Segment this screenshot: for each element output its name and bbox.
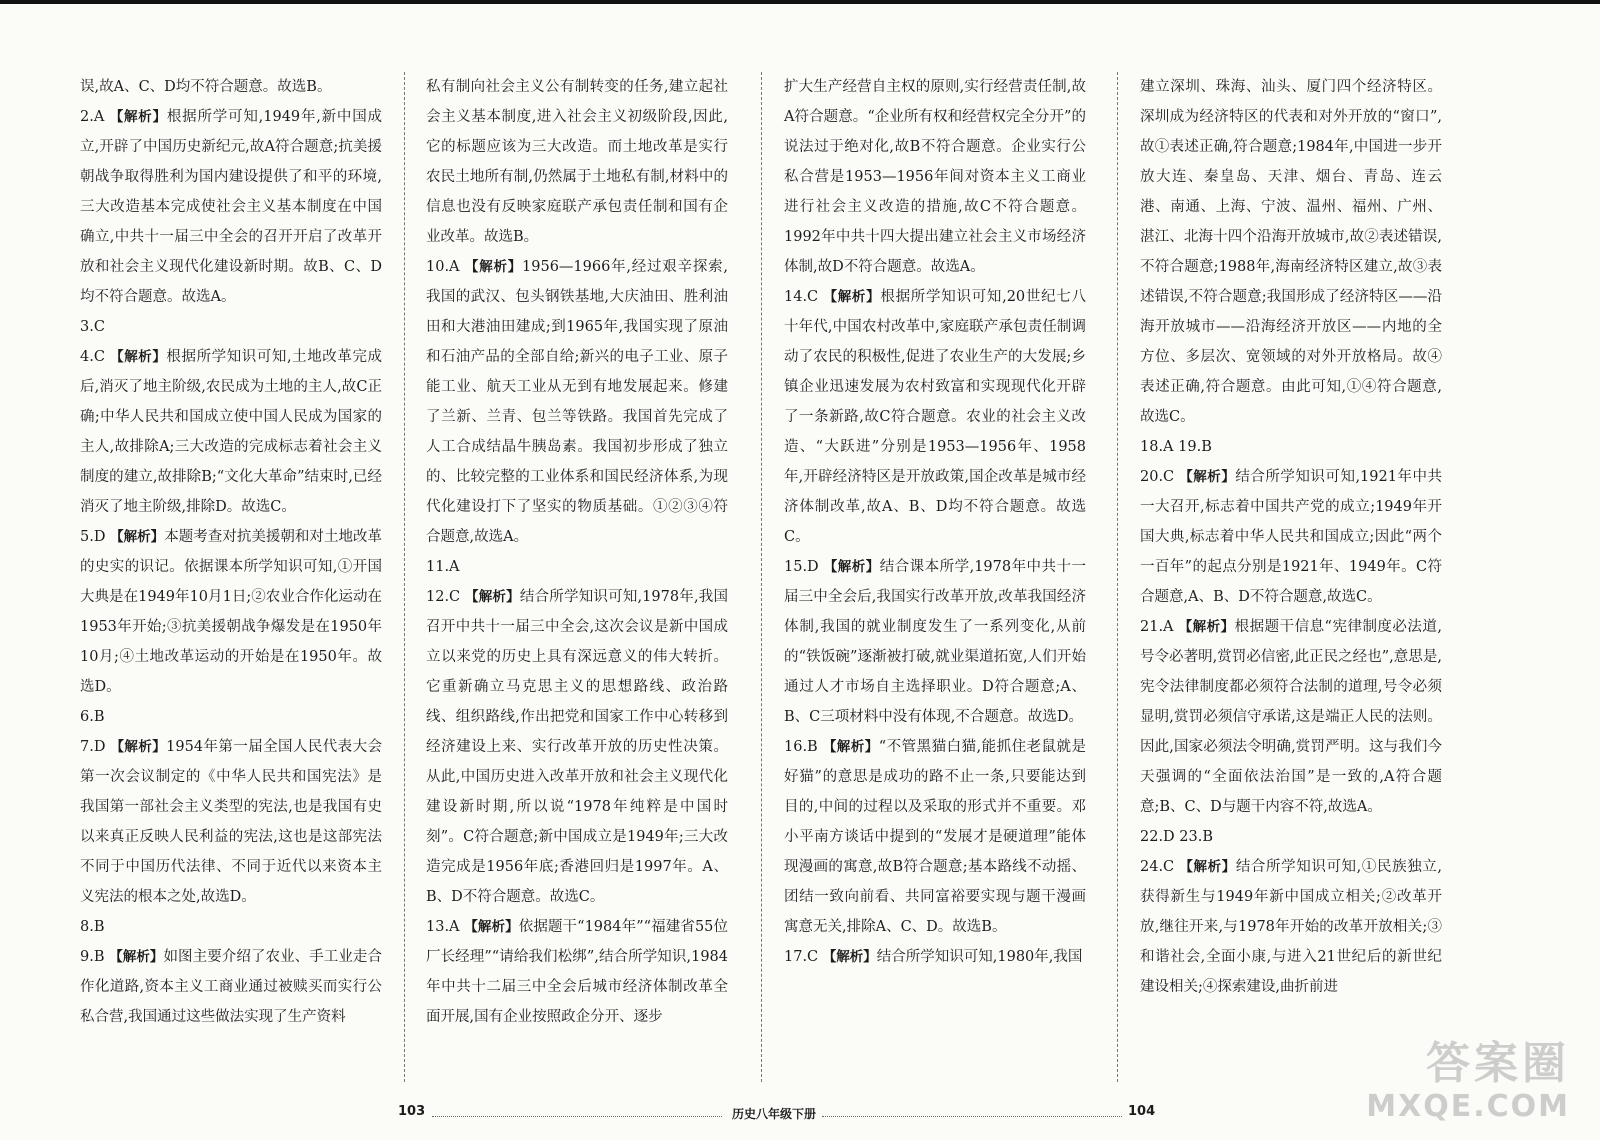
- analysis-tag: 【解析】: [1179, 469, 1236, 485]
- answer-text: 根据题干信息“宪律制度必法道,号令必著明,赏罚必信密,此正民之经也”,意思是,宪令法律制度都必须符合法制的道理,号令必须显明,赏罚必须信守承诺,这是端正人民的法则。因此,国家必须法令明确,赏罚严明。这与我们今天强调的“全面依法治国”是一致的,A符合题意;B、C、D与题干内容不符,故选A。: [1140, 619, 1443, 815]
- analysis-tag: 【解析】: [110, 349, 167, 365]
- analysis-tag: 【解析】: [1179, 859, 1236, 875]
- answer-text: 结合课本所学,1978年中共十一届三中全会后,我国实行改革开放,改革我国经济体制,我国的就业制度发生了一系列变化,从前的“铁饭碗”逐渐被打破,就业渠道拓宽,人们开始通过人才市场自主选择职业。D符合题意;A、B、C三项材料中没有体现,不合题意。故选D。: [784, 559, 1086, 725]
- question-number: 21.A: [1140, 619, 1174, 635]
- answer-entry: [80, 102, 382, 312]
- answer-text: 依据题干“1984年”“福建省55位厂长经理”“请给我们松绑”,结合所学知识,1984年中共十二届三中全会后城市经济体制改革全面开展,国有企业按照政企分开、逐步: [426, 919, 729, 1025]
- question-number: 7.D: [80, 739, 106, 755]
- analysis-tag: 【解析】: [464, 919, 519, 935]
- column-divider: [404, 72, 405, 1082]
- column-divider: [761, 72, 762, 1082]
- answer-entry: [80, 702, 382, 732]
- answer-text: 如图主要介绍了农业、手工业走合作化道路,资本主义工商业通过被赎买而实行公私合营,我国通过这些做法实现了生产资料: [80, 949, 383, 1025]
- analysis-tag: 【解析】: [464, 589, 520, 605]
- question-number: 3.C: [80, 319, 105, 335]
- answer-text: 结合所学知识可知,①民族独立,获得新生与1949年新中国成立相关;②改革开放,继往开来,与1978年开始的改革开放相关;③和谐社会,全面小康,与进入21世纪后的新世纪建设相关;④探索建设,曲折前进: [1140, 859, 1443, 995]
- analysis-tag: 【解析】: [109, 109, 167, 125]
- top-border: [0, 0, 1600, 4]
- answer-entry: [1140, 612, 1442, 822]
- answer-entry: [80, 312, 382, 342]
- answer-text: 结合所学知识可知,1980年,我国: [876, 949, 1083, 965]
- analysis-tag: 【解析】: [823, 559, 880, 575]
- question-number: 22.D 23.B: [1140, 829, 1214, 845]
- question-number: 8.B: [80, 919, 105, 935]
- question-number: 17.C: [784, 949, 819, 965]
- footer-leader-right: [822, 1116, 1122, 1117]
- watermark-logo-text: 答案圈: [1426, 1038, 1570, 1089]
- question-number: 12.C: [426, 589, 461, 605]
- question-number: 14.C: [784, 289, 819, 305]
- watermark-url: MXQE.COM: [1366, 1089, 1570, 1124]
- question-number: 2.A: [80, 109, 105, 125]
- answer-column-3: [784, 72, 1086, 972]
- question-number: 18.A 19.B: [1140, 439, 1212, 455]
- question-number: 9.B: [80, 949, 105, 965]
- footer-leader-left: [432, 1116, 722, 1117]
- answer-entry: [426, 252, 728, 552]
- answer-entry: [1140, 72, 1442, 432]
- answer-text: 结合所学知识可知,1978年,我国召开中共十一届三中全会,这次会议是新中国成立以来党的历史上具有深远意义的伟大转折。它重新确立马克思主义的思想路线、政治路线、组织路线,作出把党和国家工作中心转移到经济建设上来、实行改革开放的历史性决策。从此,中国历史进入改革开放和社会主义现代化建设新时期,所以说“1978年纯粹是中国时刻”。C符合题意;新中国成立是1949年;三大改造完成是1956年底;香港回归是1997年。A、B、D不符合题意。故选C。: [426, 589, 729, 905]
- question-number: 6.B: [80, 709, 105, 725]
- analysis-tag: 【解析】: [822, 739, 879, 755]
- answer-entry: [1140, 852, 1442, 1002]
- answer-column-4: [1140, 72, 1442, 1002]
- question-number: 24.C: [1140, 859, 1175, 875]
- answer-entry: [1140, 462, 1442, 612]
- analysis-tag: 【解析】: [1178, 619, 1235, 635]
- answer-text: “不管黑猫白猫,能抓住老鼠就是好猫”的意思是成功的路不止一条,只要能达到目的,中间的过程以及采取的形式并不重要。邓小平南方谈话中提到的“发展才是硬道理”能体现漫画的寓意,故B符合题意;基本路线不动摇、团结一致向前看、共同富裕要实现与题干漫画寓意无关,排除A、C、D。故选B。: [784, 739, 1087, 935]
- answer-text: 根据所学可知,1949年,新中国成立,开辟了中国历史新纪元,故A符合题意;抗美援朝战争取得胜利为国内建设提供了和平的环境,三大改造基本完成使社会主义基本制度在中国确立,中共十一届三中全会的召开开启了改革开放和社会主义现代化建设新时期。故B、C、D均不符合题意。故选A。: [80, 109, 383, 305]
- question-number: 4.C: [80, 349, 105, 365]
- question-number: 15.D: [784, 559, 819, 575]
- page-footer: [0, 1100, 1600, 1130]
- page-number-right: 104: [1128, 1104, 1156, 1119]
- answer-entry: [80, 732, 382, 912]
- answer-entry: [426, 582, 728, 912]
- answer-entry: [1140, 822, 1442, 852]
- answer-entry: [784, 282, 1086, 552]
- answer-entry: [80, 72, 382, 102]
- answer-text: 本题考查对抗美援朝和对土地改革的史实的识记。依据课本所学知识可知,①开国大典是在1949年10月1日;②农业合作化运动在1953年开始;③抗美援朝战争爆发是在1950年10月;④土地改革运动的开始是在1950年。故选D。: [80, 529, 383, 695]
- answer-entry: [784, 732, 1086, 942]
- question-number: 16.B: [784, 739, 818, 755]
- question-number: 5.D: [80, 529, 106, 545]
- answer-entry: [80, 522, 382, 702]
- question-number: 10.A: [426, 259, 460, 275]
- answer-entry: [80, 942, 382, 1032]
- site-watermark: [1366, 1038, 1570, 1124]
- analysis-tag: 【解析】: [109, 949, 164, 965]
- answer-text: 根据所学知识可知,20世纪七八十年代,中国农村改革中,家庭联产承包责任制调动了农民的积极性,促进了农业生产的大发展;乡镇企业迅速发展为农村致富和实现现代化开辟了一条新路,故C符合题意。农业的社会主义改造、“大跃进”分别是1953—1956年、1958年,开辟经济特区是开放政策,国企改革是城市经济体制改革,故A、B、D均不符合题意。故选C。: [784, 289, 1087, 545]
- answer-entry: [426, 552, 728, 582]
- answer-text: 结合所学知识可知,1921年中共一大召开,标志着中国共产党的成立;1949年开国大典,标志着中华人民共和国成立;因此“两个一百年”的起点分别是1921年、1949年。C符合题意,A、B、D不符合题意,故选C。: [1140, 469, 1443, 605]
- answer-column-1: [80, 72, 382, 1032]
- page-number-left: 103: [398, 1104, 426, 1119]
- answer-text: 根据所学知识可知,土地改革完成后,消灭了地主阶级,农民成为土地的主人,故C正确;中华人民共和国成立使中国人民成为国家的主人,故排除A;三大改造的完成标志着社会主义制度的建立,故排除B;“文化大革命”结束时,已经消灭了地主阶级,排除D。故选C。: [80, 349, 383, 515]
- answer-text: 私有制向社会主义公有制转变的任务,建立起社会主义基本制度,进入社会主义初级阶段,因此,它的标题应该为三大改造。而土地改革是实行农民土地所有制,仍然属于土地私有制,材料中的信息也没有反映家庭联产承包责任制和国有企业改革。故选B。: [426, 79, 728, 245]
- question-number: 20.C: [1140, 469, 1175, 485]
- column-divider: [1117, 72, 1118, 1082]
- answer-entry: [426, 72, 728, 252]
- answer-column-2: [426, 72, 728, 1032]
- analysis-tag: 【解析】: [464, 259, 523, 275]
- answer-entry: [80, 342, 382, 522]
- answer-entry: [1140, 432, 1442, 462]
- answer-text: 扩大生产经营自主权的原则,实行经营责任制,故A符合题意。“企业所有权和经营权完全分开”的说法过于绝对化,故B不符合题意。企业实行公私合营是1953—1956年间对资本主义工商业进行社会主义改造的措施,故C不符合题意。1992年中共十四大提出建立社会主义市场经济体制,故D不符合题意。故选A。: [784, 79, 1086, 275]
- answer-entry: [80, 912, 382, 942]
- answer-text: 1954年第一届全国人民代表大会第一次会议制定的《中华人民共和国宪法》是我国第一部社会主义类型的宪法,也是我国有史以来真正反映人民利益的宪法,这也是这部宪法不同于中国历代法律、不同于近代以来资本主义宪法的根本之处,故选D。: [80, 739, 383, 905]
- answer-entry: [784, 942, 1086, 972]
- footer-subject: 历史八年级下册: [732, 1107, 817, 1121]
- analysis-tag: 【解析】: [110, 529, 165, 545]
- analysis-tag: 【解析】: [823, 289, 881, 305]
- analysis-tag: 【解析】: [822, 949, 877, 965]
- answer-entry: [426, 912, 728, 1032]
- analysis-tag: 【解析】: [110, 739, 167, 755]
- answer-entry: [784, 552, 1086, 732]
- question-number: 11.A: [426, 559, 460, 575]
- question-number: 13.A: [426, 919, 460, 935]
- answer-text: 建立深圳、珠海、汕头、厦门四个经济特区。深圳成为经济特区的代表和对外开放的“窗口”,故①表述正确,符合题意;1984年,中国进一步开放大连、秦皇岛、天津、烟台、青岛、连云港、南通、上海、宁波、温州、福州、广州、湛江、北海十四个沿海开放城市,故②表述错误,不符合题意;1988年,海南经济特区建立,故③表述错误,不符合题意;我国形成了经济特区——沿海开放城市——沿海经济开放区——内地的全方位、多层次、宽领域的对外开放格局。故④表述正确,符合题意。由此可知,①④符合题意,故选C。: [1140, 79, 1442, 425]
- answer-entry: [784, 72, 1086, 282]
- answer-text: 误,故A、C、D均不符合题意。故选B。: [80, 79, 332, 95]
- answer-text: 1956—1966年,经过艰辛探索,我国的武汉、包头钢铁基地,大庆油田、胜利油田和大港油田建成;到1965年,我国实现了原油和石油产品的全部自给;新兴的电子工业、原子能工业、航天工业从无到有地发展起来。修建了兰新、兰青、包兰等铁路。我国首先完成了人工合成结晶牛胰岛素。我国初步形成了独立的、比较完整的工业体系和国民经济体系,为现代化建设打下了坚实的物质基础。①②③④符合题意,故选A。: [426, 259, 728, 545]
